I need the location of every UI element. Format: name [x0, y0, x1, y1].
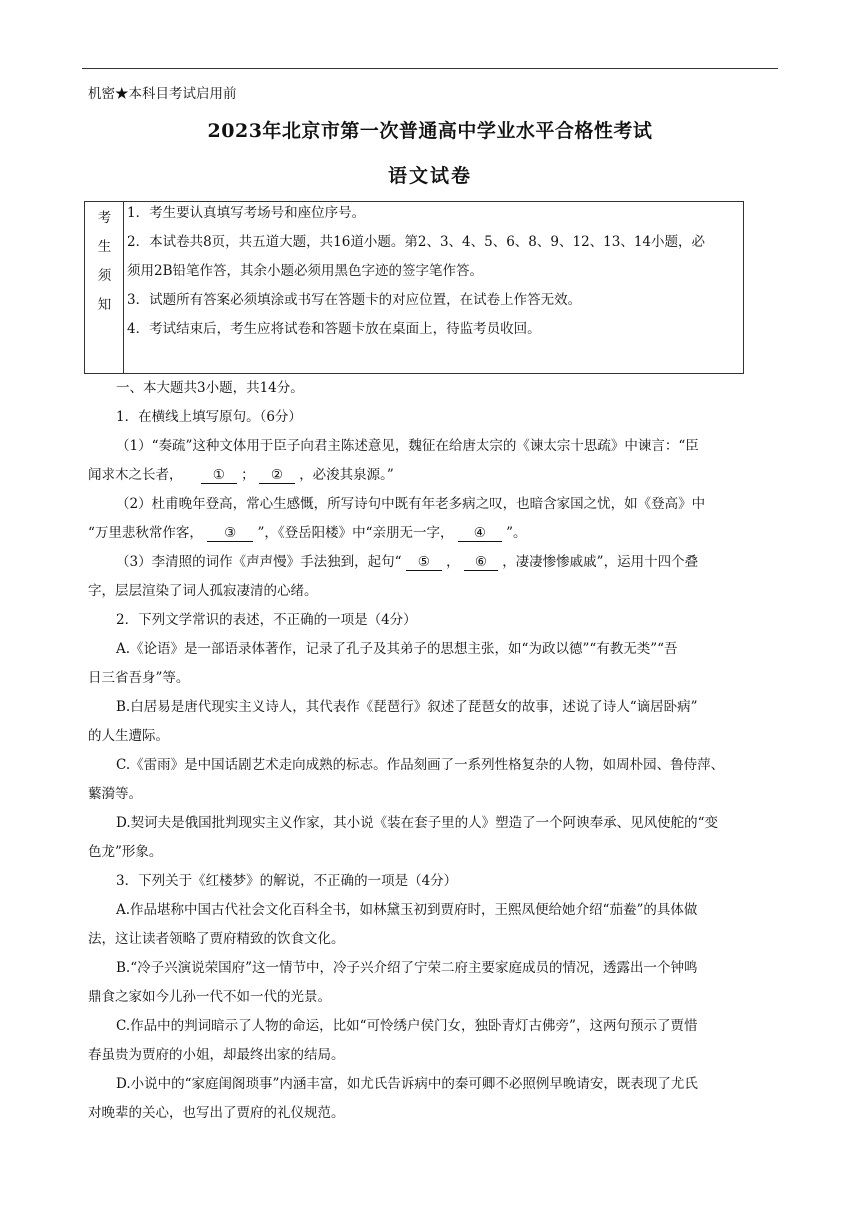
answer-blank-3[interactable]: ③: [207, 525, 253, 542]
exam-subtitle: 语文试卷: [387, 165, 472, 187]
q2-option-d-cont: 色龙”形象。: [88, 844, 163, 860]
notice-item: 2．本试卷共8页，共五道大题，共16道小题。第2、3、4、5、6、8、9、12、13、14小题，必: [127, 234, 706, 250]
q1-part2-line2: [88, 521, 527, 542]
q1-text: ”，《登岳阳楼》中“亲朋无一字，: [257, 525, 454, 541]
notice-label-char: 须: [97, 268, 112, 284]
q1-part2-line1: （2）杜甫晚年登高，常心生感慨，所写诗句中既有年老多病之叹，也暗含家国之忧，如《登高》中: [116, 496, 706, 512]
q1-part3-line1: [116, 550, 698, 571]
confidential-notice: 机密★本科目考试启用前: [88, 86, 237, 102]
q1-part3-line2: 字，层层渲染了词人孤寂凄清的心绪。: [88, 583, 318, 599]
question-3-stem: 3．下列关于《红楼梦》的解说，不正确的一项是（4分）: [116, 873, 458, 889]
notice-item: 1．考生要认真填写考场号和座位序号。: [127, 205, 366, 221]
q1-text: ，必浚其泉源。”: [299, 467, 394, 483]
q3-option-a-cont: 法，这让读者领略了贾府精致的饮食文化。: [88, 931, 345, 947]
q2-option-d: D.契诃夫是俄国批判现实主义作家，其小说《装在套子里的人》塑造了一个阿谀奉承、见风使舵的“变: [116, 815, 719, 831]
q1-part1-line1: （1）“奏疏”这种文体用于臣子向君主陈述意见，魏征在给唐太宗的《谏太宗十思疏》中谏言：“臣: [116, 438, 699, 454]
header-rule: [82, 68, 778, 69]
notice-label-char: 生: [97, 239, 112, 255]
q2-option-c-cont: 蘩漪等。: [88, 786, 142, 802]
notice-item: 3．试题所有答案必须填涂或书写在答题卡的对应位置，在试卷上作答无效。: [127, 292, 582, 308]
q2-option-c: C.《雷雨》是中国话剧艺术走向成熟的标志。作品刻画了一系列性格复杂的人物，如周朴园、鲁侍萍、: [116, 757, 725, 773]
exam-title: 2023年北京市第一次普通高中学业水平合格性考试: [207, 120, 653, 142]
q1-text: 闻求木之长者，: [88, 467, 183, 483]
q3-option-d-cont: 对晚辈的关心，也写出了贾府的礼仪规范。: [88, 1105, 345, 1121]
q3-option-c-cont: 春虽贵为贾府的小姐，却最终出家的结局。: [88, 1047, 345, 1063]
q2-option-a-cont: 日三省吾身”等。: [88, 670, 190, 686]
q2-option-a: A.《论语》是一部语录体著作，记录了孔子及其弟子的思想主张，如“为政以德”“有教无类”“吾: [116, 641, 678, 657]
answer-blank-2[interactable]: ②: [259, 467, 295, 484]
candidate-notice-box: [84, 201, 744, 374]
q3-option-b-cont: 鼎食之家如今儿孙一代不如一代的光景。: [88, 989, 331, 1005]
q2-option-b: B.白居易是唐代现实主义诗人，其代表作《琵琶行》叙述了琵琶女的故事，述说了诗人“谪居卧病”: [116, 699, 698, 715]
q3-option-c: C.作品中的判词暗示了人物的命运，比如“可怜绣户侯门女，独卧青灯古佛旁”，这两句预示了贾惜: [116, 1018, 698, 1034]
notice-label-char: 知: [97, 297, 112, 313]
question-2-stem: 2．下列文学常识的表述，不正确的一项是（4分）: [116, 612, 417, 628]
q1-text: ；: [241, 467, 255, 483]
notice-label: [85, 202, 124, 373]
q3-option-d: D.小说中的“家庭闺阁琐事”内涵丰富，如尤氏告诉病中的秦可卿不必照例早晚请安，既表现了尤氏: [116, 1076, 698, 1092]
answer-blank-1[interactable]: ①: [201, 467, 237, 484]
section-heading: 一、本大题共3小题，共14分。: [116, 380, 304, 396]
notice-item: 4．考试结束后，考生应将试卷和答题卡放在桌面上，待监考员收回。: [127, 321, 541, 337]
notice-label-char: 考: [97, 210, 112, 226]
question-1-stem: 1．在横线上填写原句。（6分）: [116, 409, 302, 425]
answer-blank-6[interactable]: ⑥: [464, 554, 498, 571]
q1-text: （3）李清照的词作《声声慢》手法独到，起句“: [116, 554, 402, 570]
q1-part1-line2: [88, 463, 394, 484]
q1-text: ”。: [506, 525, 527, 541]
q2-option-b-cont: 的人生遭际。: [88, 728, 169, 744]
q3-option-a: A.作品堪称中国古代社会文化百科全书，如林黛玉初到贾府时，王熙凤便给她介绍“茄鲞”的具体做: [116, 902, 698, 918]
q1-text: ，凄凄惨惨戚戚”，运用十四个叠: [502, 554, 699, 570]
answer-blank-5[interactable]: ⑤: [406, 554, 442, 571]
answer-blank-4[interactable]: ④: [458, 525, 502, 542]
q1-text: “万里悲秋常作客，: [88, 525, 203, 541]
q3-option-b: B.“冷子兴演说荣国府”这一情节中，冷子兴介绍了宁荣二府主要家庭成员的情况，透露出一个钟鸣: [116, 960, 698, 976]
q1-text: ，: [446, 554, 460, 570]
notice-item: 须用2B铅笔作答，其余小题必须用黑色字迹的签字笔作答。: [127, 263, 484, 279]
